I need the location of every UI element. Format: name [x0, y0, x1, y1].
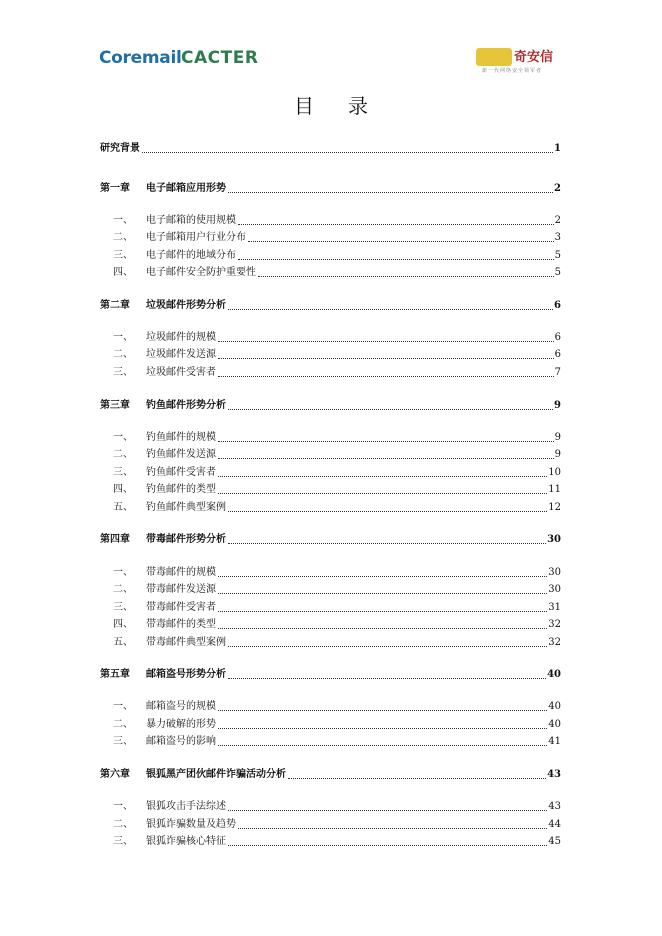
toc-page-number: 2: [554, 215, 561, 226]
toc-entry-label: 垃圾邮件的规模: [146, 332, 216, 343]
toc-entry-label: 垃圾邮件受害者: [146, 367, 216, 378]
toc-leader-dots: [218, 727, 547, 729]
toc-section-entry[interactable]: [100, 617, 561, 631]
toc-entry-number: 三、: [113, 736, 133, 747]
toc-section-entry[interactable]: [100, 834, 561, 848]
coremail-logo: Coremail: [99, 48, 182, 68]
toc-page-number: 6: [554, 300, 561, 311]
toc-leader-dots: [218, 744, 547, 746]
toc-page-number: 3: [554, 232, 561, 243]
toc-entry-label: 垃圾邮件形势分析: [146, 300, 226, 311]
toc-section-entry[interactable]: [100, 465, 561, 479]
toc-page-number: 9: [554, 449, 561, 460]
toc-entry-label: 研究背景: [100, 143, 140, 154]
toc-entry-label: 钓鱼邮件的类型: [146, 484, 216, 495]
toc-chapter-entry[interactable]: [100, 298, 561, 312]
toc-entry-label: 银狐诈骗数量及趋势: [146, 819, 236, 830]
toc-chapter-entry[interactable]: [100, 141, 561, 155]
toc-page-number: 9: [554, 400, 561, 411]
toc-entry-label: 银狐攻击手法综述: [146, 801, 226, 812]
toc-entry-number: 二、: [113, 449, 133, 460]
toc-section-entry[interactable]: [100, 213, 561, 227]
toc-entry-number: 一、: [113, 215, 133, 226]
toc-page-number: 7: [554, 367, 561, 378]
toc-leader-dots: [218, 492, 547, 494]
toc-leader-dots: [238, 223, 554, 225]
toc-leader-dots: [228, 408, 553, 410]
toc-page-number: 6: [554, 332, 561, 343]
toc-chapter-entry[interactable]: [100, 667, 561, 681]
toc-section-entry[interactable]: [100, 430, 561, 444]
toc-page-number: 2: [554, 183, 561, 194]
toc-leader-dots: [218, 575, 547, 577]
toc-chapter-entry[interactable]: [100, 181, 561, 195]
toc-entry-number: 第三章: [100, 400, 130, 411]
toc-entry-number: 五、: [113, 502, 133, 513]
toc-page-number: 10: [548, 467, 561, 478]
toc-entry-label: 电子邮件的地域分布: [146, 250, 236, 261]
toc-entry-number: 四、: [113, 619, 133, 630]
qianxin-logo-tagline: 新一代网络安全领军者: [482, 68, 543, 74]
toc-leader-dots: [248, 240, 554, 242]
toc-entry-label: 电子邮件安全防护重要性: [146, 267, 256, 278]
toc-entry-number: 第六章: [100, 769, 130, 780]
toc-page-number: 40: [547, 669, 561, 680]
toc-entry-label: 钓鱼邮件典型案例: [146, 502, 226, 513]
toc-entry-number: 二、: [113, 584, 133, 595]
toc-entry-number: 二、: [113, 232, 133, 243]
toc-section-entry[interactable]: [100, 582, 561, 596]
toc-entry-label: 银狐诈骗核心特征: [146, 836, 226, 847]
toc-entry-number: 第四章: [100, 534, 130, 545]
toc-entry-label: 钓鱼邮件形势分析: [146, 400, 226, 411]
toc-entry-label: 电子邮箱用户行业分布: [146, 232, 246, 243]
toc-leader-dots: [218, 709, 547, 711]
toc-entry-number: 五、: [113, 637, 133, 648]
toc-entry-label: 暴力破解的形势: [146, 719, 216, 730]
toc-entry-number: 二、: [113, 349, 133, 360]
toc-leader-dots: [228, 809, 547, 811]
toc-leader-dots: [218, 340, 554, 342]
toc-section-entry[interactable]: [100, 600, 561, 614]
toc-entry-number: 一、: [113, 332, 133, 343]
toc-entry-number: 二、: [113, 719, 133, 730]
toc-page-number: 41: [548, 736, 561, 747]
toc-entry-number: 三、: [113, 836, 133, 847]
toc-entry-number: 三、: [113, 602, 133, 613]
toc-entry-number: 一、: [113, 801, 133, 812]
toc-leader-dots: [228, 308, 553, 310]
toc-section-entry[interactable]: [100, 230, 561, 244]
toc-leader-dots: [228, 645, 547, 647]
toc-page-number: 40: [548, 701, 561, 712]
toc-entry-label: 电子邮箱应用形势: [146, 183, 226, 194]
toc-page-number: 30: [548, 567, 561, 578]
toc-page-number: 31: [548, 602, 561, 613]
toc-entry-label: 钓鱼邮件受害者: [146, 467, 216, 478]
toc-entry-label: 钓鱼邮件的规模: [146, 432, 216, 443]
toc-leader-dots: [228, 677, 546, 679]
toc-page-number: 30: [548, 584, 561, 595]
toc-leader-dots: [228, 510, 547, 512]
qianxin-logo-name: 奇安信: [514, 50, 554, 65]
toc-page-number: 5: [554, 250, 561, 261]
toc-page-number: 5: [554, 267, 561, 278]
toc-section-entry[interactable]: [100, 717, 561, 731]
page-title: 目录: [294, 94, 402, 118]
toc-leader-dots: [218, 475, 547, 477]
toc-entry-label: 电子邮箱的使用规模: [146, 215, 236, 226]
toc-entry-label: 钓鱼邮件发送源: [146, 449, 216, 460]
toc-page-number: 30: [547, 534, 561, 545]
toc-entry-number: 三、: [113, 467, 133, 478]
toc-page-number: 1: [554, 143, 561, 154]
toc-leader-dots: [228, 844, 547, 846]
toc-entry-number: 三、: [113, 367, 133, 378]
toc-page-number: 43: [548, 801, 561, 812]
toc-entry-label: 邮箱盗号的规模: [146, 701, 216, 712]
toc-page-number: 45: [548, 836, 561, 847]
toc-entry-label: 带毒邮件典型案例: [146, 637, 226, 648]
toc-leader-dots: [218, 457, 554, 459]
toc-section-entry[interactable]: [100, 699, 561, 713]
toc-leader-dots: [258, 275, 554, 277]
toc-entry-label: 带毒邮件受害者: [146, 602, 216, 613]
toc-entry-number: 第五章: [100, 669, 130, 680]
toc-entry-label: 银狐黑产团伙邮件诈骗活动分析: [146, 769, 286, 780]
toc-leader-dots: [228, 191, 553, 193]
toc-section-entry[interactable]: [100, 500, 561, 514]
toc-section-entry[interactable]: [100, 265, 561, 279]
toc-entry-number: 四、: [113, 484, 133, 495]
toc-entry-number: 一、: [113, 701, 133, 712]
toc-entry-number: 一、: [113, 432, 133, 443]
toc-leader-dots: [238, 827, 547, 829]
toc-entry-number: 一、: [113, 567, 133, 578]
toc-entry-label: 带毒邮件发送源: [146, 584, 216, 595]
toc-section-entry[interactable]: [100, 248, 561, 262]
toc-section-entry[interactable]: [100, 799, 561, 813]
toc-section-entry[interactable]: [100, 482, 561, 496]
toc-entry-label: 邮箱盗号形势分析: [146, 669, 226, 680]
toc-page-number: 12: [548, 502, 561, 513]
toc-chapter-entry[interactable]: [100, 398, 561, 412]
toc-entry-label: 垃圾邮件发送源: [146, 349, 216, 360]
toc-entry-label: 带毒邮件的规模: [146, 567, 216, 578]
toc-section-entry[interactable]: [100, 565, 561, 579]
toc-leader-dots: [238, 258, 554, 260]
cacter-logo: CACTER: [181, 48, 259, 68]
toc-section-entry[interactable]: [100, 734, 561, 748]
toc-leader-dots: [218, 375, 554, 377]
toc-entry-label: 带毒邮件形势分析: [146, 534, 226, 545]
toc-page-number: 40: [548, 719, 561, 730]
toc-page-number: 44: [548, 819, 561, 830]
toc-section-entry[interactable]: [100, 817, 561, 831]
toc-page-number: 9: [554, 432, 561, 443]
toc-leader-dots: [218, 592, 547, 594]
toc-section-entry[interactable]: [100, 330, 561, 344]
toc-entry-label: 带毒邮件的类型: [146, 619, 216, 630]
toc-leader-dots: [142, 151, 553, 153]
toc-page-number: 6: [554, 349, 561, 360]
toc-entry-number: 三、: [113, 250, 133, 261]
toc-leader-dots: [218, 627, 547, 629]
toc-page-number: 43: [547, 769, 561, 780]
toc-page-number: 11: [548, 484, 561, 495]
toc-page-number: 32: [548, 637, 561, 648]
toc-section-entry[interactable]: [100, 635, 561, 649]
toc-leader-dots: [218, 357, 554, 359]
toc-section-entry[interactable]: [100, 365, 561, 379]
toc-leader-dots: [218, 610, 547, 612]
toc-chapter-entry[interactable]: [100, 767, 561, 781]
toc-section-entry[interactable]: [100, 347, 561, 361]
toc-entry-number: 第二章: [100, 300, 130, 311]
toc-entry-number: 二、: [113, 819, 133, 830]
toc-leader-dots: [228, 542, 546, 544]
toc-chapter-entry[interactable]: [100, 532, 561, 546]
toc-entry-number: 第一章: [100, 183, 130, 194]
toc-page-number: 32: [548, 619, 561, 630]
toc-entry-number: 四、: [113, 267, 133, 278]
toc-section-entry[interactable]: [100, 447, 561, 461]
toc-leader-dots: [218, 440, 554, 442]
toc-leader-dots: [288, 777, 546, 779]
toc-entry-label: 邮箱盗号的影响: [146, 736, 216, 747]
